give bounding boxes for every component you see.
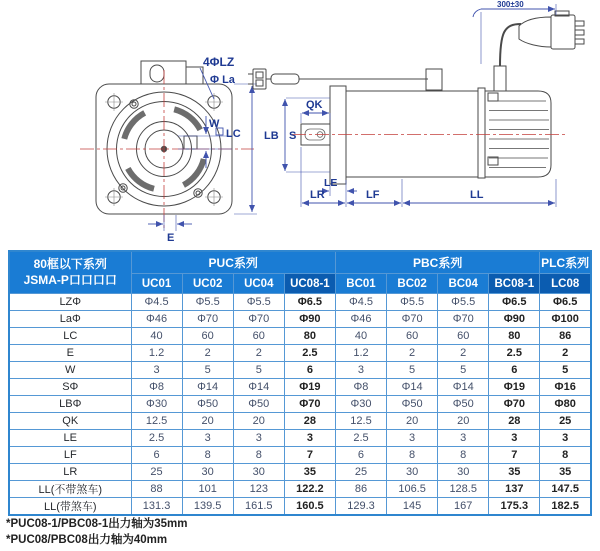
spec-cell: 147.5 xyxy=(540,481,591,498)
spec-cell: 122.2 xyxy=(284,481,335,498)
spec-cell: 2.5 xyxy=(335,430,386,447)
row-label: LL(带煞车) xyxy=(9,498,131,516)
corner-line2: JSMA-P口口口口 xyxy=(23,272,117,287)
spec-cell: 25 xyxy=(131,464,182,481)
row-label: LL(不带煞车) xyxy=(9,481,131,498)
spec-cell: 30 xyxy=(387,464,438,481)
spec-cell: Φ70 xyxy=(284,396,335,413)
spec-cell: 88 xyxy=(131,481,182,498)
ll-label: LL xyxy=(470,189,484,201)
spec-cell: 3 xyxy=(540,430,591,447)
series-group-header: PLC系列 xyxy=(540,251,591,274)
series-group-header: PBC系列 xyxy=(335,251,539,274)
spec-cell: 5 xyxy=(233,362,284,379)
front-view-drawing xyxy=(80,55,257,244)
spec-cell: 6 xyxy=(131,447,182,464)
spec-cell: 25 xyxy=(335,464,386,481)
spec-cell: Φ5.5 xyxy=(438,294,489,311)
model-column-header: BC01 xyxy=(335,274,386,294)
spec-cell: 128.5 xyxy=(438,481,489,498)
series-group-header: PUC系列 xyxy=(131,251,335,274)
spec-cell: 60 xyxy=(233,328,284,345)
spec-cell: Φ50 xyxy=(387,396,438,413)
spec-cell: 8 xyxy=(438,447,489,464)
model-column-header: BC02 xyxy=(387,274,438,294)
table-row xyxy=(9,328,591,345)
spec-cell: 40 xyxy=(335,328,386,345)
spec-cell: 20 xyxy=(182,413,233,430)
spec-cell: 35 xyxy=(540,464,591,481)
spec-cell: 8 xyxy=(387,447,438,464)
model-column-header: BC04 xyxy=(438,274,489,294)
spec-cell: 3 xyxy=(233,430,284,447)
spec-cell: 2 xyxy=(540,345,591,362)
spec-cell: 80 xyxy=(489,328,540,345)
spec-cell: Φ14 xyxy=(387,379,438,396)
spec-cell: 86 xyxy=(540,328,591,345)
spec-cell: 137 xyxy=(489,481,540,498)
row-label: LaΦ xyxy=(9,311,131,328)
spec-cell: Φ50 xyxy=(438,396,489,413)
spec-cell: 28 xyxy=(489,413,540,430)
row-label: LC xyxy=(9,328,131,345)
spec-cell: 129.3 xyxy=(335,498,386,516)
table-row xyxy=(9,396,591,413)
spec-cell: 106.5 xyxy=(387,481,438,498)
spec-cell: Φ14 xyxy=(438,379,489,396)
model-column-header: UC08-1 xyxy=(284,274,335,294)
frame-size-label: LC xyxy=(226,128,241,140)
spec-cell: 2.5 xyxy=(284,345,335,362)
row-label: SΦ xyxy=(9,379,131,396)
spec-cell: 131.3 xyxy=(131,498,182,516)
spec-cell: Φ90 xyxy=(489,311,540,328)
spec-cell: Φ19 xyxy=(489,379,540,396)
spec-cell: Φ70 xyxy=(489,396,540,413)
motor-body xyxy=(346,91,478,177)
spec-cell: 2 xyxy=(233,345,284,362)
spec-cell: Φ4.5 xyxy=(131,294,182,311)
spec-cell: 101 xyxy=(182,481,233,498)
motor-flange xyxy=(330,86,346,184)
encoder-connector xyxy=(248,69,299,89)
spec-cell: 8 xyxy=(182,447,233,464)
footnote-line: *PUC08/PBC08出力轴为40mm xyxy=(6,534,168,547)
row-label: W xyxy=(9,362,131,379)
flange-diameter-label: Φ La xyxy=(210,74,235,86)
spec-cell: 20 xyxy=(387,413,438,430)
table-row xyxy=(9,464,591,481)
spec-cell: 1.2 xyxy=(131,345,182,362)
spec-cell: Φ50 xyxy=(182,396,233,413)
model-column-header: UC04 xyxy=(233,274,284,294)
spec-cell: Φ6.5 xyxy=(489,294,540,311)
spec-cell: 1.2 xyxy=(335,345,386,362)
spec-cell: 2 xyxy=(182,345,233,362)
row-label: LR xyxy=(9,464,131,481)
spec-cell: 2 xyxy=(438,345,489,362)
row-label: LE xyxy=(9,430,131,447)
row-label: LF xyxy=(9,447,131,464)
spec-cell: 28 xyxy=(284,413,335,430)
row-label: LZΦ xyxy=(9,294,131,311)
spec-cell: 2.5 xyxy=(489,345,540,362)
spec-cell: 12.5 xyxy=(335,413,386,430)
spec-cell: 35 xyxy=(284,464,335,481)
spec-cell: 6 xyxy=(489,362,540,379)
table-row xyxy=(9,430,591,447)
spec-cell: 12.5 xyxy=(131,413,182,430)
spec-cell: 30 xyxy=(182,464,233,481)
side-view-drawing xyxy=(248,0,584,207)
spec-cell: Φ5.5 xyxy=(387,294,438,311)
spec-cell: 5 xyxy=(540,362,591,379)
spec-cell: Φ5.5 xyxy=(233,294,284,311)
spec-cell: 145 xyxy=(387,498,438,516)
spec-cell: 6 xyxy=(335,447,386,464)
table-row xyxy=(9,413,591,430)
spec-cell: 182.5 xyxy=(540,498,591,516)
table-row xyxy=(9,345,591,362)
spec-cell: Φ46 xyxy=(335,311,386,328)
spec-cell: 3 xyxy=(438,430,489,447)
spec-cell: 8 xyxy=(233,447,284,464)
spec-cell: Φ4.5 xyxy=(335,294,386,311)
spec-cell: 86 xyxy=(335,481,386,498)
pilot-label: LB xyxy=(264,130,279,142)
spec-cell: Φ6.5 xyxy=(540,294,591,311)
table-row xyxy=(9,447,591,464)
footnote-line: *PUC08-1/PBC08-1出力轴为35mm xyxy=(6,518,188,530)
spec-cell: 20 xyxy=(233,413,284,430)
spec-cell: Φ30 xyxy=(335,396,386,413)
spec-cell: 80 xyxy=(284,328,335,345)
spec-cell: 7 xyxy=(489,447,540,464)
spec-cell: 60 xyxy=(387,328,438,345)
cable-length-label: 300±30 xyxy=(497,0,524,9)
spec-cell: 3 xyxy=(489,430,540,447)
lf-label: LF xyxy=(366,189,380,201)
spec-cell: 5 xyxy=(387,362,438,379)
spec-cell: 30 xyxy=(438,464,489,481)
table-row xyxy=(9,481,591,498)
spec-cell: Φ70 xyxy=(182,311,233,328)
table-row xyxy=(9,498,591,516)
key-width-label: W xyxy=(209,118,220,130)
power-cable-block xyxy=(494,66,506,91)
key-length-label: QK xyxy=(306,99,323,111)
spec-cell: 2 xyxy=(387,345,438,362)
model-column-header: UC02 xyxy=(182,274,233,294)
encoder-cable-block xyxy=(426,69,442,90)
spec-cell: Φ90 xyxy=(284,311,335,328)
spec-cell: Φ70 xyxy=(438,311,489,328)
spec-cell: 3 xyxy=(284,430,335,447)
spec-cell: 161.5 xyxy=(233,498,284,516)
spec-cell: Φ100 xyxy=(540,311,591,328)
spec-cell: 20 xyxy=(438,413,489,430)
spec-cell: 3 xyxy=(335,362,386,379)
spec-cell: Φ14 xyxy=(233,379,284,396)
spec-cell: Φ50 xyxy=(233,396,284,413)
motor-rear-cap xyxy=(485,91,551,177)
spec-cell: 160.5 xyxy=(284,498,335,516)
table-row xyxy=(9,294,591,311)
table-row xyxy=(9,311,591,328)
spec-cell: 139.5 xyxy=(182,498,233,516)
spec-cell: Φ8 xyxy=(131,379,182,396)
spec-cell: 25 xyxy=(540,413,591,430)
spec-cell: Φ80 xyxy=(540,396,591,413)
spec-cell: 8 xyxy=(540,447,591,464)
row-label: QK xyxy=(9,413,131,430)
spec-cell: 60 xyxy=(438,328,489,345)
spec-cell: Φ19 xyxy=(284,379,335,396)
corner-line1: 80框以下系列 xyxy=(33,256,107,271)
model-column-header: LC08 xyxy=(540,274,591,294)
footnotes xyxy=(6,516,188,548)
le-label: LE xyxy=(324,177,338,189)
model-column-header: UC01 xyxy=(131,274,182,294)
spec-cell: Φ46 xyxy=(131,311,182,328)
row-label: LBΦ xyxy=(9,396,131,413)
spec-cell: 5 xyxy=(438,362,489,379)
spec-cell: Φ14 xyxy=(182,379,233,396)
spec-cell: Φ70 xyxy=(387,311,438,328)
row-label: E xyxy=(9,345,131,362)
spec-cell: Φ70 xyxy=(233,311,284,328)
table-row xyxy=(9,379,591,396)
spec-cell: 6 xyxy=(284,362,335,379)
spec-cell: 167 xyxy=(438,498,489,516)
spec-cell: Φ16 xyxy=(540,379,591,396)
spec-cell: 60 xyxy=(182,328,233,345)
spec-cell: 5 xyxy=(182,362,233,379)
motor-dimension-diagram xyxy=(0,0,600,246)
spec-cell: 3 xyxy=(387,430,438,447)
table-body xyxy=(9,294,591,516)
offset-label: E xyxy=(167,232,175,244)
spec-cell: 7 xyxy=(284,447,335,464)
spec-cell: 123 xyxy=(233,481,284,498)
shaft-label: S xyxy=(289,130,297,142)
spec-cell: 30 xyxy=(233,464,284,481)
spec-cell: 40 xyxy=(131,328,182,345)
model-column-header: BC08-1 xyxy=(489,274,540,294)
table-head xyxy=(9,251,591,294)
power-cable xyxy=(500,24,521,66)
spec-cell: 3 xyxy=(131,362,182,379)
lr-label: LR xyxy=(310,189,325,201)
table-row xyxy=(9,362,591,379)
spec-cell: Φ8 xyxy=(335,379,386,396)
spec-cell: 35 xyxy=(489,464,540,481)
spec-cell: Φ5.5 xyxy=(182,294,233,311)
bolt-holes-label: 4ΦLZ xyxy=(203,55,235,69)
spec-cell: 3 xyxy=(182,430,233,447)
power-connector xyxy=(519,11,584,49)
spec-cell: Φ30 xyxy=(131,396,182,413)
table-corner-header xyxy=(9,251,131,294)
side-view-dimensions xyxy=(264,0,556,207)
dimension-spec-table xyxy=(8,250,592,516)
spec-cell: 2.5 xyxy=(131,430,182,447)
spec-cell: 175.3 xyxy=(489,498,540,516)
spec-cell: Φ6.5 xyxy=(284,294,335,311)
